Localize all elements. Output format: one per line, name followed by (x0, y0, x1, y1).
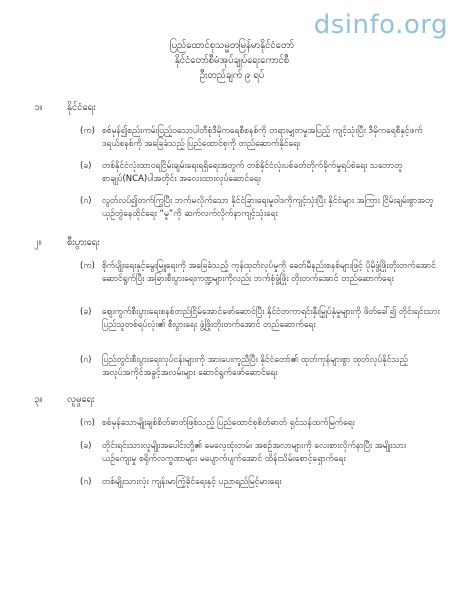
document-header (0, 38, 464, 83)
list-item (80, 476, 440, 489)
section-2-heading (34, 236, 100, 250)
item-text: တစ်မျိုးသားလုံး ကျန်းမာကြံ့ခိုင်ရေးနှင့် ပညာရည်မြင့်မားရေး (102, 477, 282, 487)
list-item (80, 354, 440, 379)
header-line-1: ပြည်ထောင်စုသမ္မတမြန်မာနိုင်ငံတော် (170, 40, 294, 51)
item-marker: (ဂ) (80, 477, 92, 487)
item-marker: (က) (80, 418, 95, 428)
item-marker: (ခ) (80, 441, 92, 451)
section-1-heading (34, 101, 96, 115)
item-text: တိုင်းရင်းသားလူမျိုးအပေါင်းတို့၏ မေလေ့ထုံးတမ်း အစဉ်အလာများကို လေးစားလိုက်နာပြီး အမျိုးသားယဉ်ကျေးမှု စရိုက်လက္ခဏာများ မပျောက်ပျက်အောင် ထိန်းသိမ်းစောင့်ရှောက်ရေး (102, 441, 407, 464)
item-text: စစ်မှန်သောမျိုးချစ်စိတ်ဓာတ်ဖြစ်သည့် ပြည်ထောင်စုစိတ်ဓာတ် ရှင်သန်ထက်မြက်ရေး (102, 418, 355, 428)
header-line-3: ဦးတည်ချက် ၉ ရပ် (199, 70, 265, 81)
item-text: လွတ်လပ်၍တက်ကြွပြီး ဘက်မလိုက်သော နိုင်ငံခြားရေးမူဝါဒကိုကျင့်သုံးပြီး နိုင်ငံများ အကြား ငြိမ်းချမ်းစွာအတူယှဉ်တွဲနေထိုင်ရေး “မူ”ကို ဆက်လက်လိုက်နာကျင့်သုံးရေး (102, 196, 434, 219)
section-number: ၁။ (34, 102, 43, 113)
list-item (80, 417, 440, 430)
list-item (80, 306, 440, 331)
section-title: စီးပွားရေး (67, 237, 100, 248)
item-text: တစ်နိုင်ငံလုံးထာဝရငြိမ်းချမ်းရေးရရှိရေးအတွက် တစ်နိုင်ငံလုံးပစ်ခတ်တိုက်ခိုက်မှုရပ်စဲရေး သဘောတူစာချုပ်(NCA)ပါအတိုင်း အလေးထားလုပ်ဆောင်ရေး (102, 161, 403, 184)
item-marker: (ခ) (80, 307, 92, 317)
item-marker: (ဂ) (80, 196, 92, 206)
item-text: ပြည်တွင်းစီးပွားရေးလုပ်ငန်းများကို အားပေးကူညီပြီး နိုင်ငံတော်၏ ထုတ်ကုန်များစွာ ထုတ်လုပ်နိုင်သည့် အလုပ်အကိုင်အခွင့်အလမ်းများ ဆောင်ရွက်ဖော်ဆောင်ရေး (102, 355, 408, 378)
item-marker: (ခ) (80, 161, 92, 171)
watermark-logo: dsinfo.org (313, 10, 448, 40)
section-title: လူမှုရေး (67, 394, 95, 405)
header-line-2: နိုင်ငံတော်စီမံအုပ်ချုပ်ရေးကောင်စီ (174, 55, 290, 66)
list-item (80, 260, 440, 285)
item-text: စစ်မှန်၍စည်းကမ်းပြည့်ဝသောပါတီစုံဒီမိုကရေစီစနစ်ကို တရားမျှတမှုအပြည့် ကျင့်သုံးပြီး ဒီမိုကရေစီနှင့်ဖက်ဒရယ်စနစ်ကို အခြေခံသည့် ပြည်ထောင်စုကို တည်ဆောက်နိုင်ရေး (102, 126, 423, 149)
list-item (80, 125, 440, 150)
item-marker: (က) (80, 126, 95, 136)
item-text: ဈေးကွက်စီးပွားရေးစနစ်တည်ငြိမ်အောင်ဖော်ဆောင်ပြီး နိုင်ငံတကာရင်းနှီးမြှုပ်နှံမှုများကို ဖိတ်ခေါ်၍ တိုင်းရင်းသား ပြည်သူတစ်ရပ်လုံး၏ စီးပွားရေး ဖွံ့ဖြိုးတိုးတက်အောင် တည်ဆောက်ရေး (102, 307, 440, 330)
item-marker: (ဂ) (80, 355, 92, 365)
item-text: စိုက်ပျိုးရေးနှင့်မွေးမြူရေးကို အခြေခံသည့် ကုန်ထုတ်လုပ်မှုကို ခေတ်မီနည်းစနစ်များဖြင့် ပိုမိုဖွံ့ဖြိုးတိုးတက်အောင် ဆောင်ရွက်ပြီး အခြားစီးပွားရေးကဏ္ဍများကိုလည်း ဘက်စုံဖွံ့ဖြိုး တိုးတက်အောင် တည်ဆောက်ရေး (102, 261, 436, 284)
list-item (80, 195, 440, 220)
section-number: ၃။ (34, 394, 43, 405)
list-item (80, 440, 440, 465)
item-marker: (က) (80, 261, 95, 271)
section-title: နိုင်ငံရေး (67, 102, 96, 113)
section-3-heading (34, 393, 94, 407)
list-item (80, 160, 440, 185)
section-number: ၂။ (34, 237, 42, 248)
